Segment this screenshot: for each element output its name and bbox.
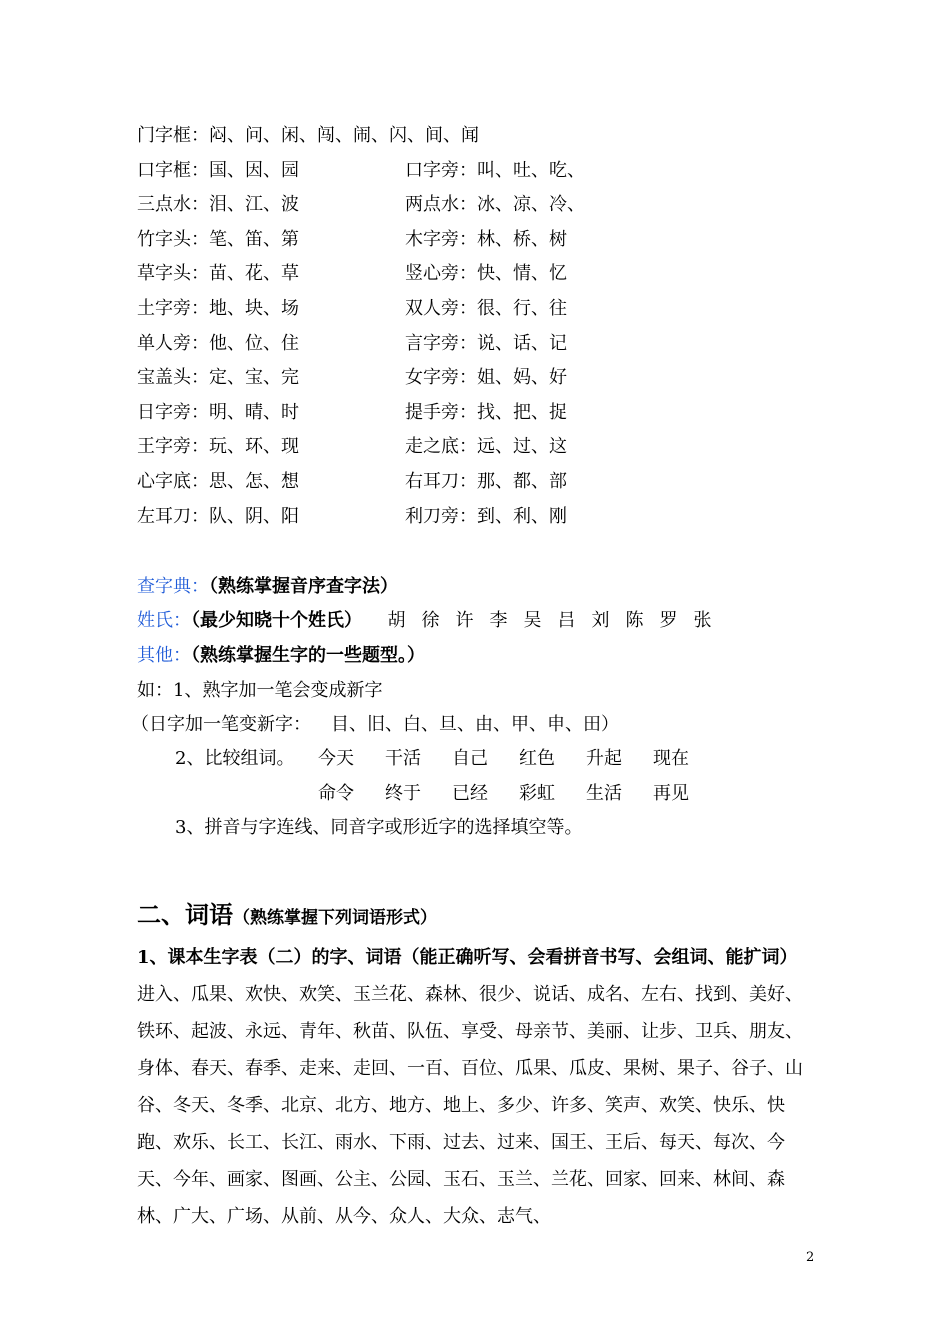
radical-row (137, 332, 567, 356)
radical-row (137, 366, 567, 390)
compare-word: 红色 (519, 748, 555, 769)
radical-row (137, 505, 567, 529)
compare-word: 自己 (452, 748, 488, 769)
compare-word: 终于 (385, 783, 421, 804)
compare-word: 干活 (385, 748, 421, 769)
section-2-heading (137, 895, 437, 930)
radical-row (137, 159, 585, 183)
example-1-detail (131, 713, 619, 737)
other-note: （熟练掌握生字的一些题型。） (191, 645, 425, 666)
radical-left: 门字框：闷、问、闲、闯、闹、闪、间、闻 (137, 125, 479, 146)
radical-left: 宝盖头：定、宝、完 (137, 367, 299, 389)
surname: 徐 (421, 610, 440, 631)
radical-left: 心字底：思、怎、想 (137, 471, 299, 492)
surname-list (387, 610, 727, 631)
word-list: 进入、瓜果、欢快、欢笑、玉兰花、森林、很少、说话、成名、左右、找到、美好、铁环、起波、永远、青年、秋苗、队伍、享受、母亲节、美丽、让步、卫兵、朋友、身体、春天、春季、走来、走回、一百、百位、瓜果、瓜皮、果树、果子、谷子、山谷、冬天、冬季、北京、北方、地方、地上、多少、许多、笑声、欢笑、快乐、快跑、欢乐、长工、长江、雨水、下雨、过去、过来、国王、王后、每天、每次、今天、今年、画家、图画、公主、公园、玉石、玉兰、兰花、回家、回来、林间、森林、广大、广场、从前、从今、众人、大众、志气、 (137, 984, 803, 1227)
compare-word: 今天 (318, 748, 354, 769)
page-number: 2 (806, 1250, 815, 1265)
compare-word: 升起 (586, 748, 622, 769)
dictionary-line (137, 575, 398, 599)
example-2-prefix: 2、比较组词。 (175, 748, 295, 769)
radical-right: 双人旁：很、行、往 (405, 298, 567, 319)
surname: 吴 (523, 610, 542, 631)
other-line (137, 644, 425, 668)
dictionary-label: 查字典： (137, 576, 209, 597)
compare-word: 已经 (452, 783, 488, 804)
surnames-label: 姓氏： (137, 610, 191, 631)
radical-left: 草字头：苗、花、草 (137, 263, 299, 285)
radical-row (137, 297, 567, 321)
section-2-note: （熟练掌握下列词语形式） (233, 908, 437, 928)
radical-left: 竹字头：笔、笛、第 (137, 228, 299, 250)
radical-right: 木字旁：林、桥、树 (405, 228, 567, 250)
surname: 陈 (625, 610, 644, 631)
surnames-note: （最少知晓十个姓氏） (191, 610, 362, 631)
example-1: 如：1、熟字加一笔会变成新字 (137, 680, 383, 701)
compare-word: 再见 (653, 783, 689, 804)
example-2 (175, 747, 294, 771)
surname: 李 (489, 610, 508, 631)
radical-right: 利刀旁：到、利、刚 (405, 505, 567, 527)
radical-row (137, 401, 567, 425)
example-1-detail-chars: 目、旧、白、旦、由、甲、申、田） (331, 714, 619, 735)
radical-left: 土字旁：地、块、场 (137, 298, 299, 319)
radical-row (137, 262, 567, 286)
radical-left: 日字旁：明、晴、时 (137, 401, 299, 423)
surname: 吕 (557, 610, 576, 631)
surname: 许 (455, 610, 474, 631)
surname: 张 (693, 610, 712, 631)
subsection-1-heading: 1、课本生字表（二）的字、词语（能正确听写、会看拼音书写、会组词、能扩词） (137, 947, 798, 968)
surnames-line (137, 609, 727, 633)
radical-right: 走之底：远、过、这 (405, 436, 567, 458)
radical-right: 口字旁：叫、吐、吃、 (405, 159, 585, 181)
surname: 胡 (387, 610, 406, 631)
radical-row (137, 124, 479, 148)
dictionary-note: （熟练掌握音序查字法） (209, 576, 398, 597)
surname: 罗 (659, 610, 678, 631)
radical-right: 两点水：冰、凉、冷、 (405, 194, 585, 216)
compare-word: 现在 (653, 748, 689, 769)
radical-row (137, 228, 567, 252)
compare-word: 生活 (586, 783, 622, 804)
radical-right: 言字旁：说、话、记 (405, 332, 567, 354)
compare-word: 命令 (318, 783, 354, 804)
radical-right: 右耳刀：那、都、部 (405, 471, 567, 492)
radical-left: 三点水：泪、江、波 (137, 194, 299, 216)
radical-right: 竖心旁：快、情、忆 (405, 263, 567, 285)
radical-row (137, 435, 567, 459)
surname: 刘 (591, 610, 610, 631)
compare-word: 彩虹 (519, 783, 555, 804)
other-label: 其他： (137, 645, 191, 666)
radical-left: 单人旁：他、位、住 (137, 332, 299, 354)
example-3: 3、拼音与字连线、同音字或形近字的选择填空等。 (175, 817, 583, 838)
radical-right: 女字旁：姐、妈、好 (405, 367, 567, 389)
radical-row (137, 193, 585, 217)
section-2-title: 二、词语 (137, 900, 233, 929)
example-1-detail-prefix: （日字加一笔变新字： (131, 714, 311, 735)
radical-left: 口字框：国、因、园 (137, 159, 299, 181)
radical-right: 提手旁：找、把、捉 (405, 401, 567, 423)
radical-left: 王字旁：玩、环、现 (137, 436, 299, 458)
radical-left: 左耳刀：队、阴、阳 (137, 505, 299, 527)
radical-row (137, 470, 567, 494)
